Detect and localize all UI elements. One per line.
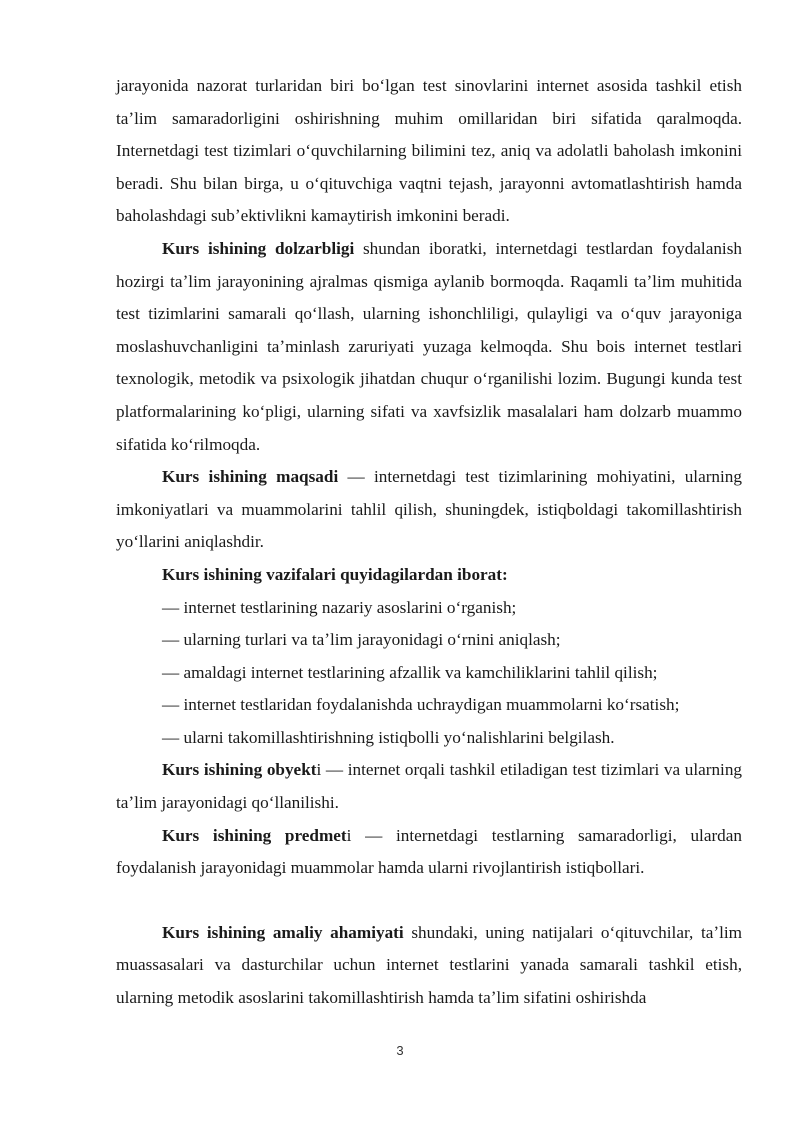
practical-text: shundaki, uning natijalari oʻqituvchilar, taʼlim muassasalari va dasturchilar uchun internet testlarini yanada samarali tashkil etish, ularning metodik asoslarini takomillashtirish hamda taʼlim sifatini oshirishda xyxy=(116,922,742,1008)
list-item: — amaldagi internet testlarining afzallik va kamchiliklarini tahlil qilish; xyxy=(162,662,658,682)
list-item: — internet testlarining nazariy asoslarini oʻrganish; xyxy=(162,597,517,617)
subject-paragraph xyxy=(116,820,742,885)
practical-heading: Kurs ishining amaliy ahamiyati xyxy=(162,922,404,942)
tasks-heading-paragraph xyxy=(116,559,742,592)
object-heading: Kurs ishining obyekt xyxy=(162,760,317,780)
relevance-heading: Kurs ishining dolzarbligi xyxy=(162,238,355,258)
paragraph-gap xyxy=(116,885,742,917)
relevance-paragraph xyxy=(116,233,742,461)
page-number: 3 xyxy=(396,1043,404,1058)
goal-paragraph xyxy=(116,461,742,559)
list-item: — ularning turlari va taʼlim jarayonidagi oʻrnini aniqlash; xyxy=(162,630,561,650)
page-body xyxy=(116,70,742,1015)
list-item: — internet testlaridan foydalanishda uchraydigan muammolarni koʻrsatish; xyxy=(162,695,680,715)
relevance-text: shundan iboratki, internetdagi testlardan foydalanish hozirgi taʼlim jarayonining ajralmas qismiga aylanib bormoqda. Raqamli taʼlim muhitida test tizimlarini samarali qoʻllash, ularning ishonchliligi, qulayligi va oʻquv jarayoniga moslashuvchanligini taʼminlash zaruriyati yuzaga kelmoqda. Shu bois internet testlari texnologik, metodik va psixologik jihatdan chuqur oʻrganilishi lozim. Bugungi kunda test platformalarining koʻpligi, ularning sifati va xavfsizlik masalalari ham dolzarb muammo sifatida koʻrilmoqda. xyxy=(116,238,742,454)
practical-paragraph xyxy=(116,917,742,1015)
goal-heading: Kurs ishining maqsadi xyxy=(162,467,339,487)
intro-paragraph: jarayonida nazorat turlaridan biri boʻlgan test sinovlarini internet asosida tashkil etish taʼlim samaradorligini oshirishning muhim omillaridan biri sifatida qaralmoqda. Internetdagi test tizimlari oʻquvchilarning bilimini tez, aniq va adolatli baholash imkonini beradi. Shu bilan birga, u oʻqituvchiga vaqtni tejash, jarayonni avtomatlashtirish hamda baholashdagi subʼektivlikni kamaytirish imkonini beradi. xyxy=(116,76,742,226)
object-paragraph xyxy=(116,754,742,819)
object-text: i — internet orqali tashkil etiladigan test tizimlari va ularning taʼlim jarayonidagi qoʻllanilishi. xyxy=(116,760,743,813)
list-item: — ularni takomillashtirishning istiqbolli yoʻnalishlarini belgilash. xyxy=(162,727,615,747)
tasks-heading: Kurs ishining vazifalari quyidagilardan iborat: xyxy=(162,564,508,584)
goal-text: — internetdagi test tizimlarining mohiyatini, ularning imkoniyatlari va muammolarini tahlil qilish, shuningdek, istiqboldagi takomillashtirish yoʻllarini aniqlashdir. xyxy=(116,467,742,552)
subject-heading: Kurs ishining predmet xyxy=(162,825,347,845)
subject-text: i — internetdagi testlarning samaradorligi, ulardan foydalanish jarayonidagi muammolar hamda ularni rivojlantirish istiqbollari. xyxy=(116,825,742,878)
